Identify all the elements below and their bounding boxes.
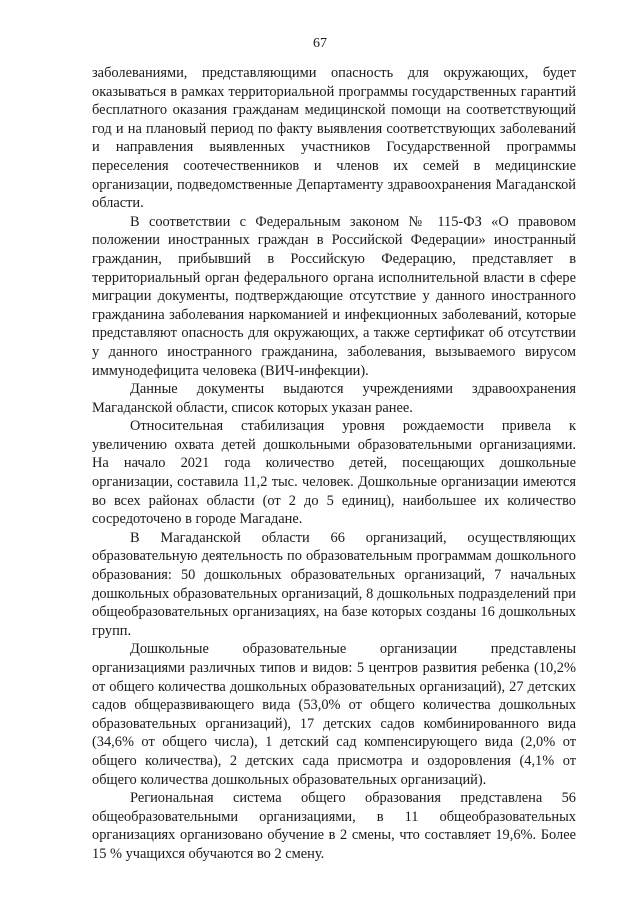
page-number: 67 xyxy=(313,36,327,51)
paragraph-organization-types: Дошкольные образовательные организации представлены организациями различных типов и видов: 5 центров развития ребенка (10,2% от общего количества дошкольных образовательных организаций), 27 детских садов общеразвивающего вида (53,0% от общего количества дошкольных образовательных организаций), 17 детских садов комбинированного вида (34,6% от общего числа), 1 детский сад компенсирующего вида (2,0% от общего количества), 2 детских сада присмотра и оздоровления (4,1% от общего количества дошкольных образовательных организаций). xyxy=(92,641,576,788)
paragraph-federal-law: В соответствии с Федеральным законом № 115-ФЗ «О правовом положении иностранных граждан в Российской Федерации» иностранный гражданин, прибывший в Российскую Федерацию, представляет в территориальный орган федерального органа исполнительной власти в сфере миграции документы, подтверждающие отсутствие у данного иностранного гражданина заболевания наркоманией и инфекционных заболеваний, которые представляют опасность для окружающих, а также сертификат об отсутствии у данного иностранного гражданина, заболевания, вызываемого вирусом иммунодефицита человека (ВИЧ-инфекции). xyxy=(92,213,576,379)
paragraph-documents-issued: Данные документы выдаются учреждениями здравоохранения Магаданской области, список которых указан ранее. xyxy=(92,381,576,416)
paragraph-organizations-count: В Магаданской области 66 организаций, осуществляющих образовательную деятельность по образовательным программам дошкольного образования: 50 дошкольных образовательных организаций, 7 начальных дошкольных образовательных организаций, 8 дошкольных подразделений при общеобразовательных организациях, на базе которых созданы 16 дошкольных групп. xyxy=(92,529,576,639)
body-text xyxy=(92,64,576,864)
paragraph-birth-rate: Относительная стабилизация уровня рождаемости привела к увеличению охвата детей дошкольными образовательными организациями. На начало 2021 года количество детей, посещающих дошкольные организации, составила 11,2 тыс. человек. Дошкольные организации имеются во всех районах области (от 2 до 5 единиц), наибольшее их количество сосредоточено в городе Магадане. xyxy=(92,418,576,528)
paragraph-general-education: Региональная система общего образования представлена 56 общеобразовательными организациями, в 11 общеобразовательных организациях организовано обучение в 2 смены, что составляет 19,6%. Более 15 % учащихся обучаются во 2 смену. xyxy=(92,790,576,862)
paragraph-continuation: заболеваниями, представляющими опасность для окружающих, будет оказываться в рамках территориальной программы государственных гарантий бесплатного оказания гражданам медицинской помощи на соответствующий год и на плановый период по факту выявления соответствующих заболеваний и направления выявленных участников Государственной программы переселения соотечественников и членов их семей в медицинские организации, подведомственные Департаменту здравоохранения Магаданской области. xyxy=(92,65,576,212)
